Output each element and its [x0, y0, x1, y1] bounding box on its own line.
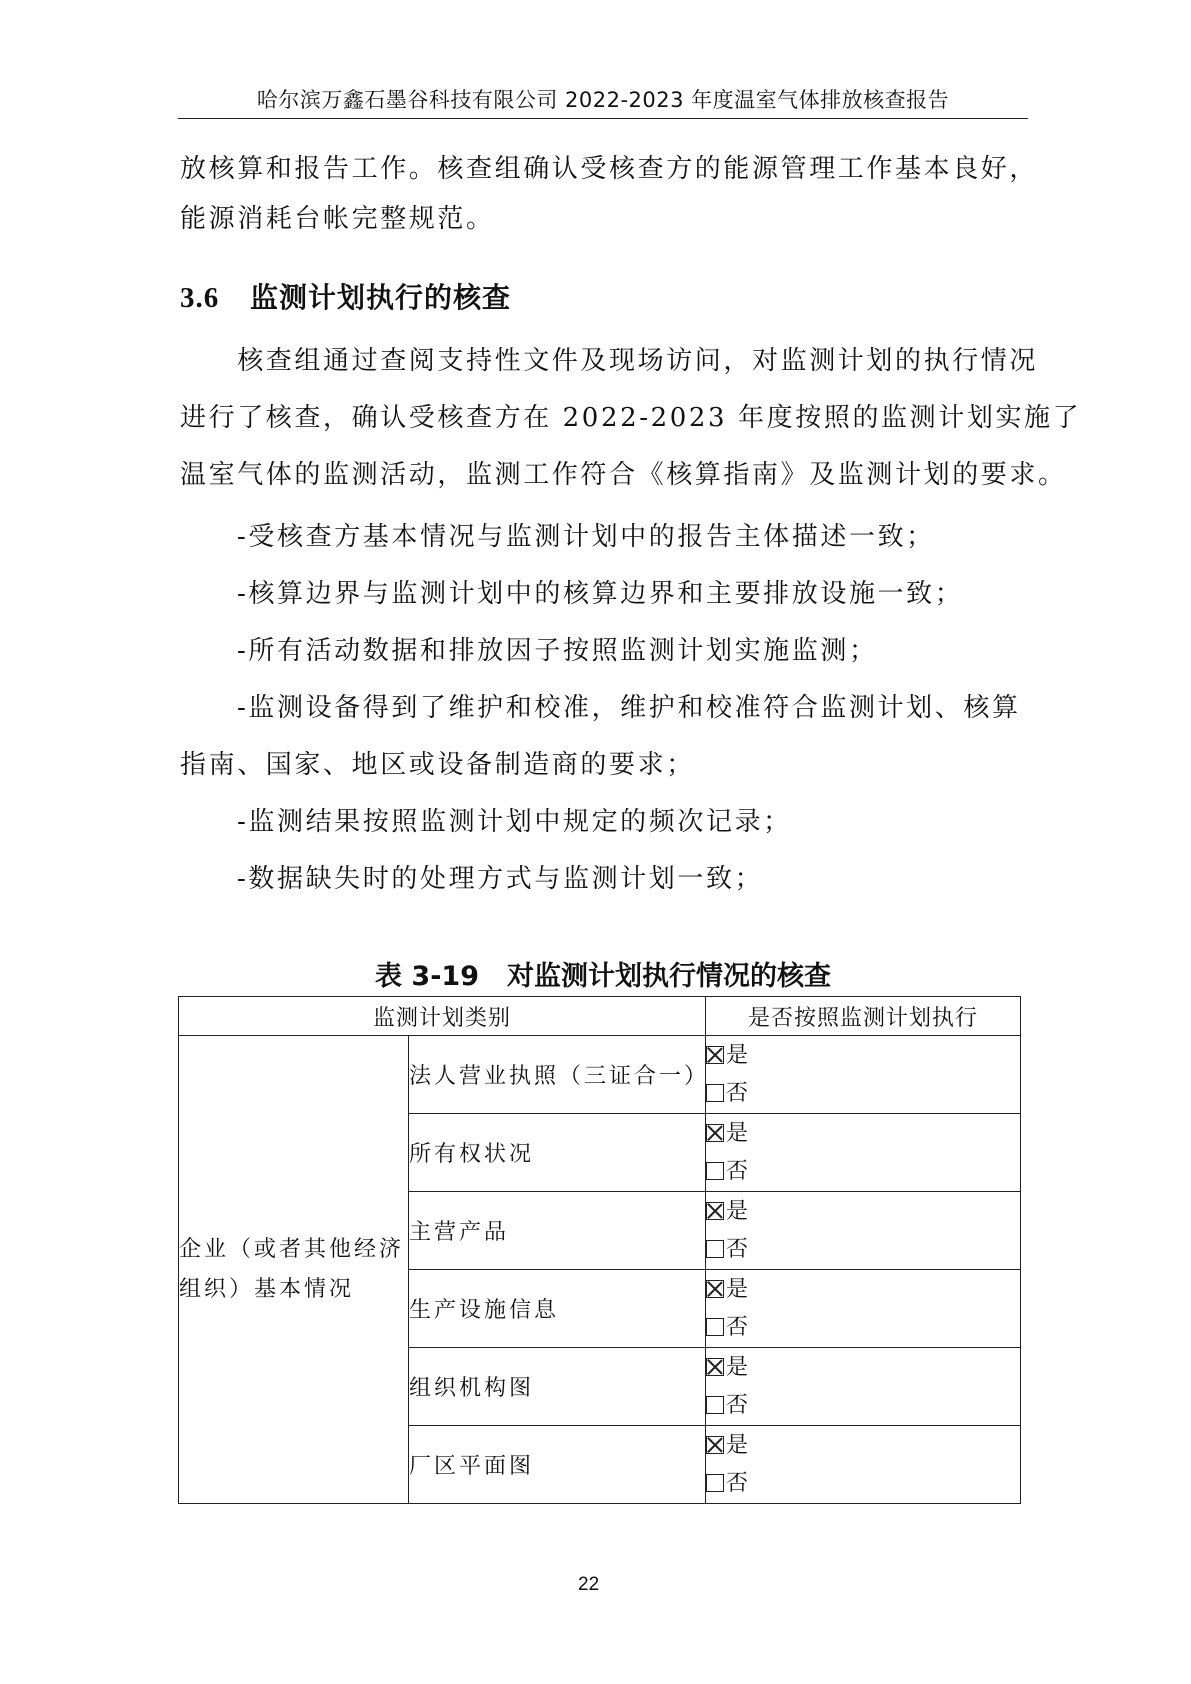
checked-checkbox-icon[interactable]	[706, 1280, 724, 1298]
option-cell	[706, 1192, 1021, 1270]
no-option[interactable]	[706, 1231, 1020, 1269]
item-cell: 生产设施信息	[409, 1270, 706, 1348]
intro-line-2: 能源消耗台帐完整规范。	[180, 204, 495, 234]
option-cell	[706, 1114, 1021, 1192]
monitoring-plan-check-table	[178, 996, 1021, 1504]
empty-checkbox-icon[interactable]	[706, 1396, 724, 1414]
list-item: -受核查方基本情况与监测计划中的报告主体描述一致；	[237, 522, 935, 552]
yes-option[interactable]	[706, 1115, 1020, 1153]
header-rule	[178, 118, 1028, 119]
section-paragraph-line-1: 核查组通过查阅支持性文件及现场访问，对监测计划的执行情况	[180, 346, 1039, 376]
category-cell: 企业（或者其他经济组织）基本情况	[179, 1036, 409, 1504]
option-cell	[706, 1426, 1021, 1504]
empty-checkbox-icon[interactable]	[706, 1162, 724, 1180]
list-item: -监测设备得到了维护和校准，维护和校准符合监测计划、核算	[237, 693, 1021, 723]
list-item: -所有活动数据和排放因子按照监测计划实施监测；	[237, 636, 878, 666]
checked-checkbox-icon[interactable]	[706, 1358, 724, 1376]
no-label: 否	[726, 1236, 749, 1262]
table-header-row	[179, 997, 1021, 1036]
checked-checkbox-icon[interactable]	[706, 1046, 724, 1064]
empty-checkbox-icon[interactable]	[706, 1474, 724, 1492]
yes-option[interactable]	[706, 1271, 1020, 1309]
running-header: 哈尔滨万鑫石墨谷科技有限公司 2022-2023 年度温室气体排放核查报告	[256, 88, 950, 112]
list-item: -监测结果按照监测计划中规定的频次记录；	[237, 807, 792, 837]
section-number: 3.6	[180, 282, 220, 314]
table-caption	[178, 954, 1028, 993]
intro-line-1: 放核算和报告工作。核查组确认受核查方的能源管理工作基本良好，	[180, 154, 1039, 184]
yes-option[interactable]	[706, 1193, 1020, 1231]
yes-label: 是	[726, 1432, 749, 1458]
empty-checkbox-icon[interactable]	[706, 1318, 724, 1336]
section-paragraph-line-3: 温室气体的监测活动，监测工作符合《核算指南》及监测计划的要求。	[180, 460, 1067, 490]
item-cell: 法人营业执照（三证合一）	[409, 1036, 706, 1114]
header-executed: 是否按照监测计划执行	[706, 997, 1021, 1036]
no-option[interactable]	[706, 1387, 1020, 1425]
yes-label: 是	[726, 1042, 749, 1068]
no-label: 否	[726, 1158, 749, 1184]
empty-checkbox-icon[interactable]	[706, 1240, 724, 1258]
yes-option[interactable]	[706, 1037, 1020, 1075]
list-item-continuation: 指南、国家、地区或设备制造商的要求；	[180, 750, 695, 780]
item-cell: 组织机构图	[409, 1348, 706, 1426]
section-paragraph-line-2: 进行了核查，确认受核查方在 2022-2023 年度按照的监测计划实施了	[180, 403, 1082, 433]
list-item: -数据缺失时的处理方式与监测计划一致；	[237, 864, 764, 894]
header-category: 监测计划类别	[179, 997, 706, 1036]
page-number: 22	[578, 1574, 600, 1595]
item-cell: 厂区平面图	[409, 1426, 706, 1504]
empty-checkbox-icon[interactable]	[706, 1084, 724, 1102]
no-option[interactable]	[706, 1309, 1020, 1347]
no-option[interactable]	[706, 1153, 1020, 1191]
item-cell: 所有权状况	[409, 1114, 706, 1192]
section-title: 监测计划执行的核查	[250, 281, 512, 314]
no-label: 否	[726, 1470, 749, 1496]
item-cell: 主营产品	[409, 1192, 706, 1270]
yes-label: 是	[726, 1276, 749, 1302]
no-option[interactable]	[706, 1465, 1020, 1503]
option-cell	[706, 1270, 1021, 1348]
yes-label: 是	[726, 1198, 749, 1224]
yes-option[interactable]	[706, 1349, 1020, 1387]
checked-checkbox-icon[interactable]	[706, 1124, 724, 1142]
yes-option[interactable]	[706, 1427, 1020, 1465]
option-cell	[706, 1036, 1021, 1114]
checked-checkbox-icon[interactable]	[706, 1436, 724, 1454]
no-label: 否	[726, 1314, 749, 1340]
yes-label: 是	[726, 1354, 749, 1380]
checked-checkbox-icon[interactable]	[706, 1202, 724, 1220]
table-caption-number: 表 3-19	[375, 961, 479, 992]
section-heading	[180, 276, 511, 316]
table-caption-title: 对监测计划执行情况的核查	[506, 961, 831, 992]
no-option[interactable]	[706, 1075, 1020, 1113]
option-cell	[706, 1348, 1021, 1426]
no-label: 否	[726, 1080, 749, 1106]
list-item: -核算边界与监测计划中的核算边界和主要排放设施一致；	[237, 579, 964, 609]
table-row	[179, 1036, 1021, 1114]
yes-label: 是	[726, 1120, 749, 1146]
no-label: 否	[726, 1392, 749, 1418]
